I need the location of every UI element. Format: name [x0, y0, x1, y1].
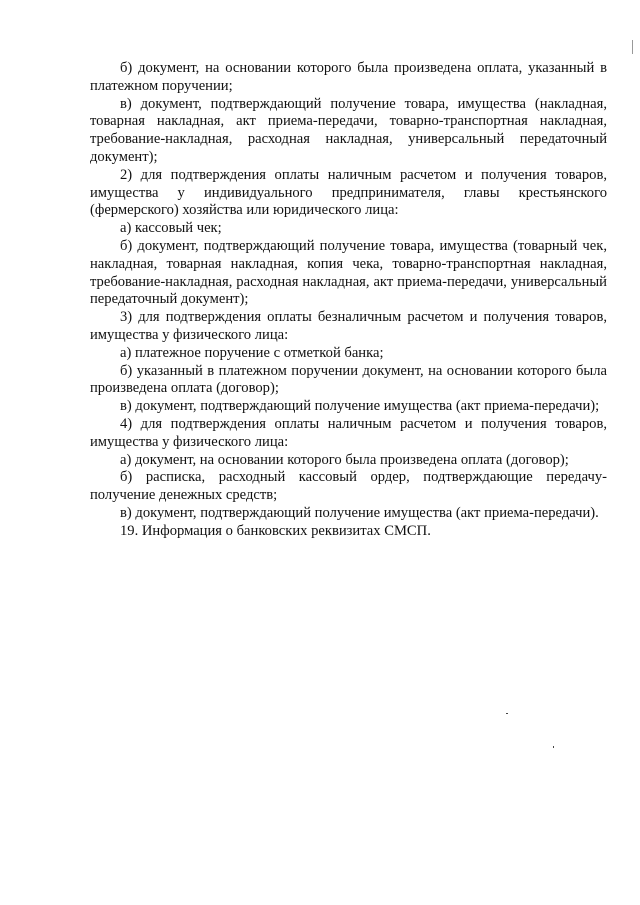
document-body [90, 60, 607, 541]
paragraph-3b-contract: б) указанный в платежном поручении документ, на основании которого была произведена оплата (договор); [90, 362, 607, 397]
paragraph-2a-cash-receipt: а) кассовый чек; [120, 220, 222, 237]
scan-speck [506, 713, 508, 714]
paragraph-2-cash-entrepreneur: 2) для подтверждения оплаты наличным расчетом и получения товаров, имущества у индивидуального предпринимателя, главы крестьянского (фермерского) хозяйства или юридического лица: [90, 166, 607, 219]
paragraph-3v-transfer-act: в) документ, подтверждающий получение имущества (акт приема-передачи); [120, 398, 600, 415]
paragraph-4b-receipt: б) расписка, расходный кассовый ордер, подтверждающие передачу-получение денежных средств; [90, 469, 607, 504]
paragraph-3-cashless-individual: 3) для подтверждения оплаты безналичным расчетом и получения товаров, имущества у физического лица: [90, 309, 607, 343]
paragraph-2b-receipt-document: б) документ, подтверждающий получение товара, имущества (товарный чек, накладная, товарная накладная, копия чека, товарно-транспортная накладная, требование-накладная, расходная накладная, акт приема-передачи, универсальный передаточный документ); [90, 237, 607, 308]
paragraph-1b-payment-basis: б) документ, на основании которого была произведена оплата, указанный в платежном поручении; [90, 60, 607, 94]
paragraph-3a-payment-order: а) платежное поручение с отметкой банка; [120, 344, 384, 361]
paragraph-4v-transfer-act: в) документ, подтверждающий получение имущества (акт приема-передачи). [120, 504, 599, 521]
scan-speck [632, 40, 633, 54]
paragraph-19-bank-details: 19. Информация о банковских реквизитах СМСП. [120, 522, 431, 539]
paragraph-4-cash-individual: 4) для подтверждения оплаты наличным расчетом и получения товаров, имущества у физического лица: [90, 415, 607, 450]
scan-speck [553, 746, 554, 748]
paragraph-4a-contract: а) документ, на основании которого была произведена оплата (договор); [120, 451, 569, 468]
paragraph-1v-receipt-document: в) документ, подтверждающий получение товара, имущества (накладная, товарная накладная, акт приема-передачи, товарно-транспортная накладная, требование-накладная, расходная накладная, универсальный передаточный документ); [90, 95, 607, 165]
